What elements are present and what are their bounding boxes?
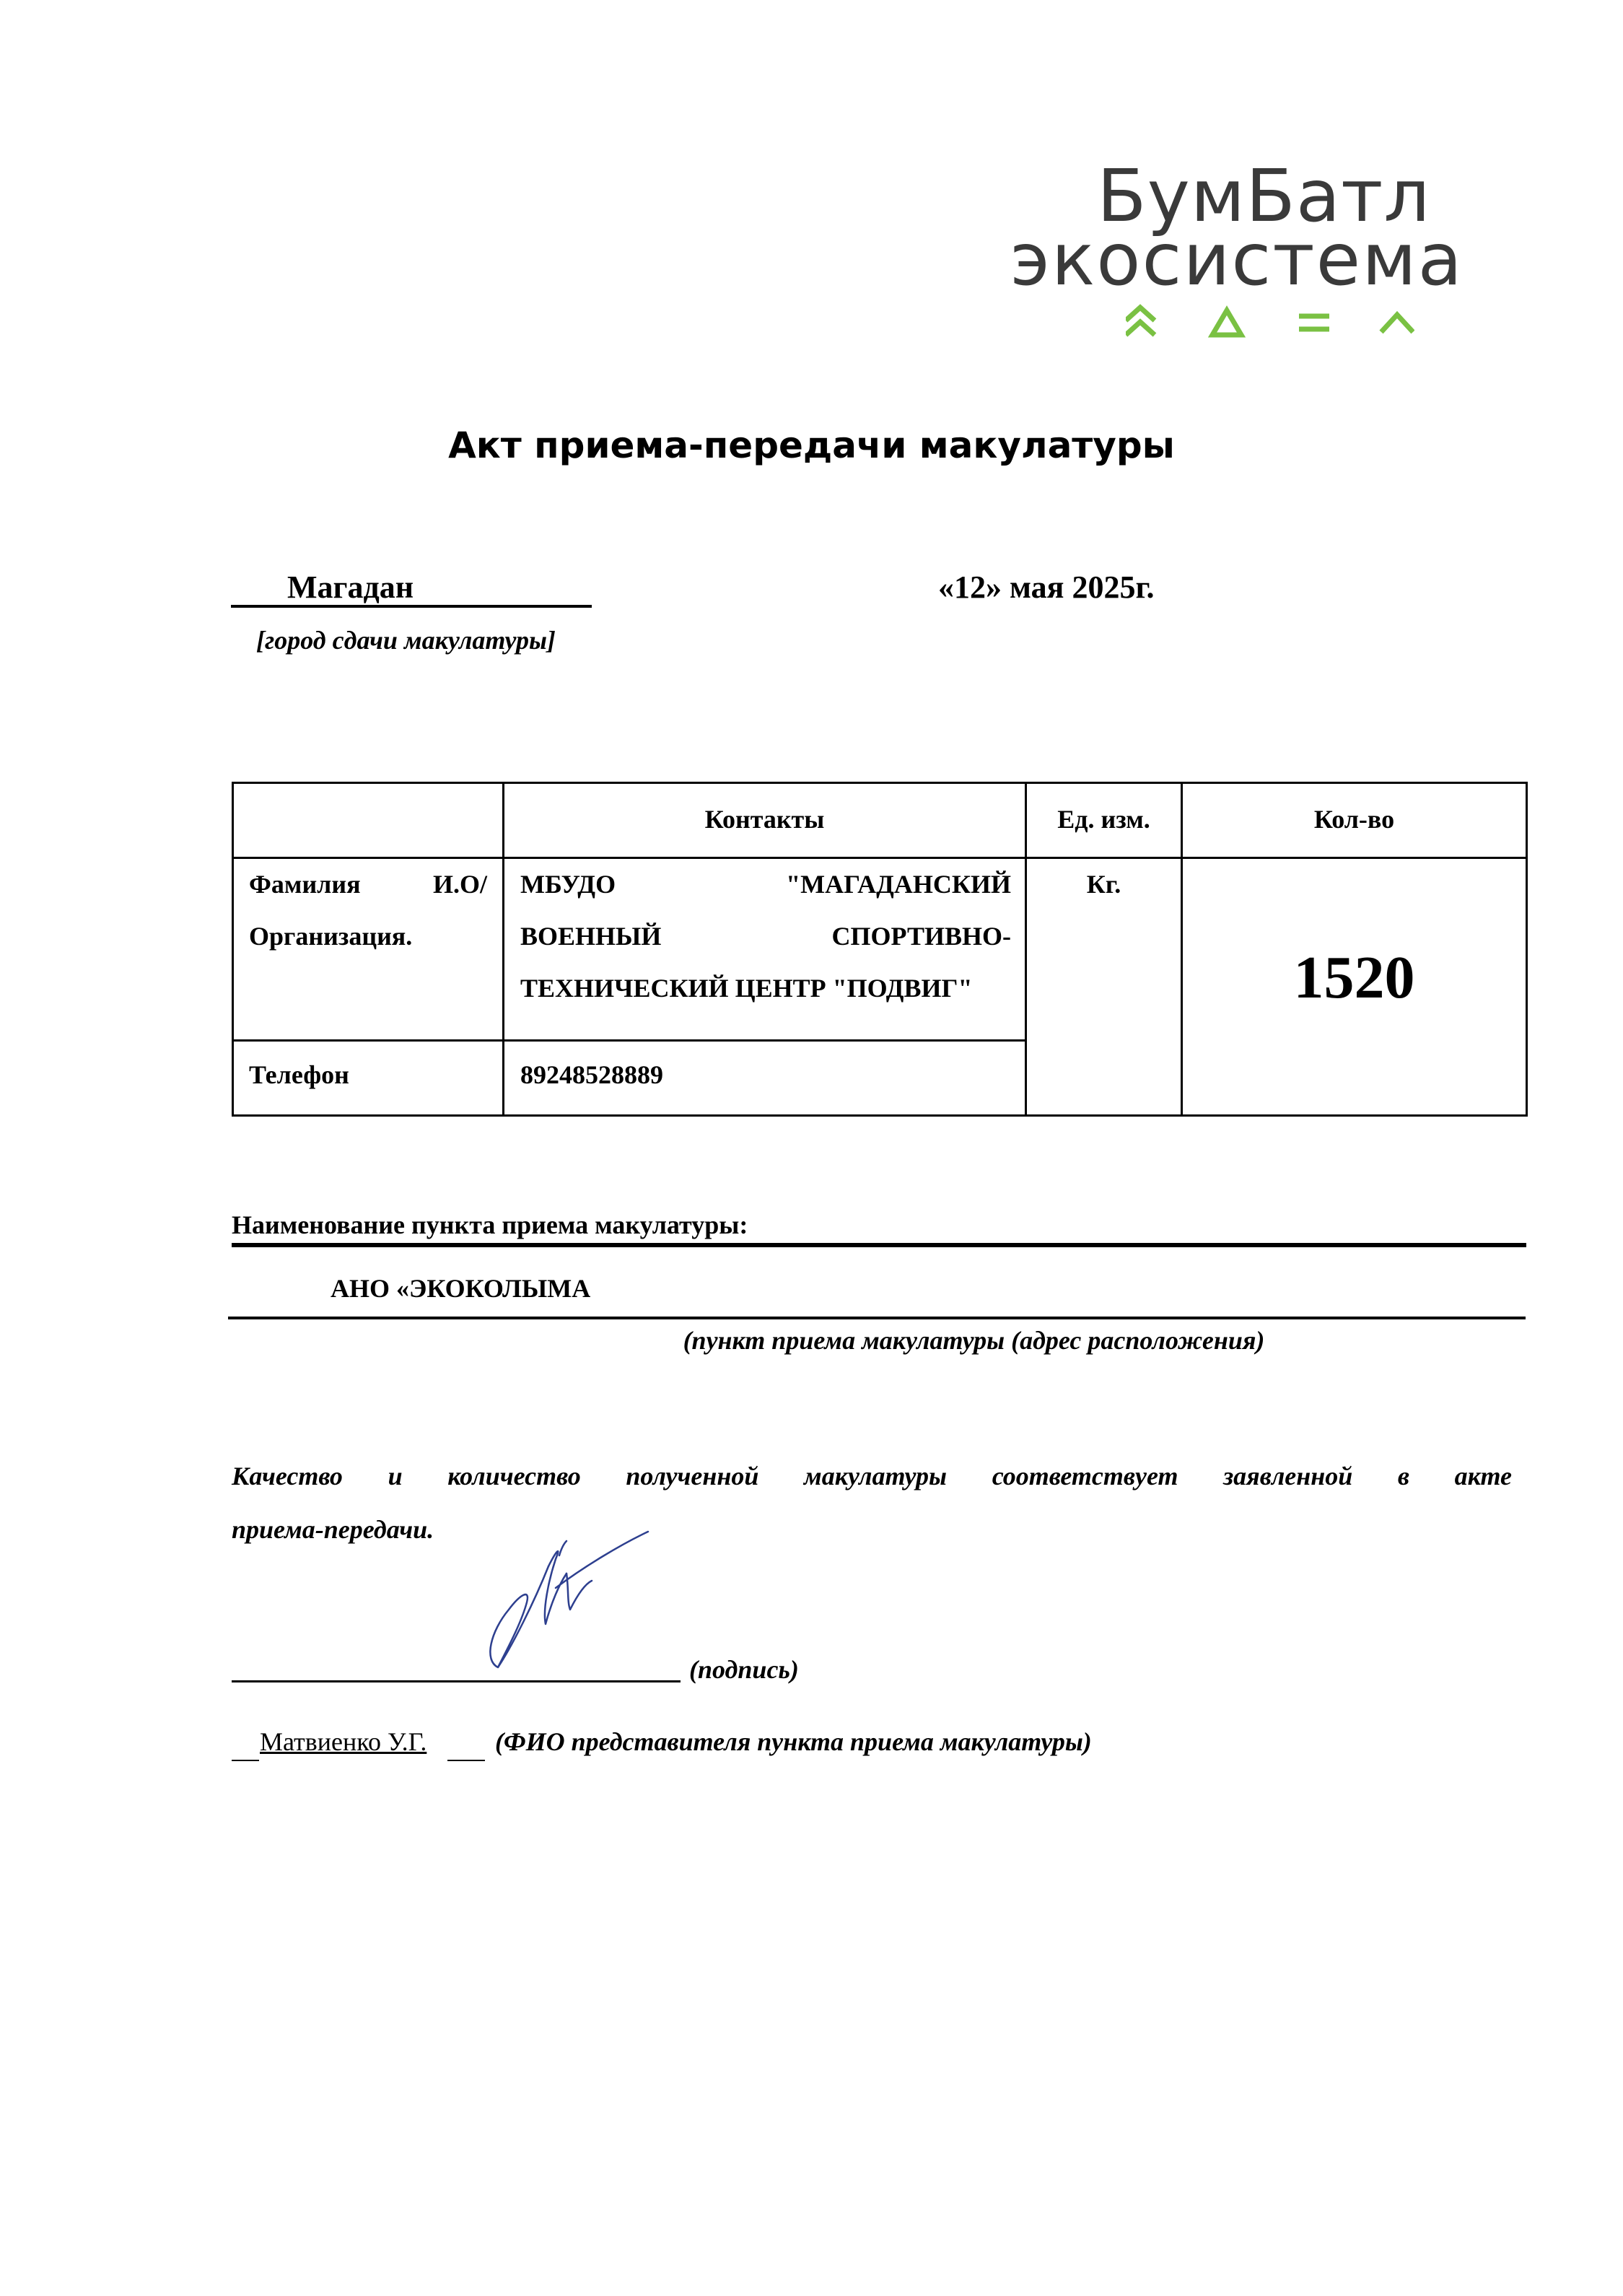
quality-word: макулатуры xyxy=(804,1462,948,1490)
reception-hint: (пункт приема макулатуры (адрес расположения) xyxy=(683,1326,1265,1355)
header-contacts: Контакты xyxy=(704,805,825,834)
quality-word: количество xyxy=(447,1462,581,1490)
city-underline xyxy=(231,605,592,608)
logo-title-line2: экосистема xyxy=(1010,217,1464,302)
contacts-table xyxy=(232,782,1528,1117)
quality-word: полученной xyxy=(626,1462,759,1490)
reception-label: Наименование пункта приема макулатуры: xyxy=(232,1210,748,1239)
double-chevron-up-icon xyxy=(1126,307,1155,335)
triangle-icon xyxy=(1212,310,1241,335)
representative-line-left xyxy=(232,1760,259,1761)
quality-statement xyxy=(232,1449,1512,1556)
header-unit: Ед. изм. xyxy=(1057,805,1150,834)
representative-name: Матвиенко У.Г. xyxy=(260,1727,427,1756)
reception-divider-bottom xyxy=(228,1317,1526,1319)
org-value: МБУДО "МАГАДАНСКИЙ ВОЕННЫЙ СПОРТИВНО- ТЕХНИЧЕСКИЙ ЦЕНТР "ПОДВИГ" xyxy=(520,870,1011,1003)
quality-word: Качество xyxy=(232,1462,343,1490)
quality-word: соответствует xyxy=(992,1462,1178,1490)
logo-symbols xyxy=(1126,303,1414,339)
phone-value: 89248528889 xyxy=(520,1060,663,1089)
document-title: Акт приема-передачи макулатуры xyxy=(448,424,1175,466)
logo-title-line1: БумБатл xyxy=(1097,154,1431,238)
city-hint: [город сдачи макулатуры] xyxy=(256,626,556,655)
header-qty: Кол-во xyxy=(1313,805,1395,834)
reception-divider-top xyxy=(232,1243,1526,1247)
reception-name: АНО «ЭКОКОЛЫМА xyxy=(331,1274,591,1303)
act-date: «12» мая 2025г. xyxy=(938,569,1155,605)
qty-value: 1520 xyxy=(1293,944,1415,1011)
unit-value: Кг. xyxy=(1086,870,1121,899)
org-label: Фамилия И.О/ Организация. xyxy=(249,870,487,951)
signature-hint: (подпись) xyxy=(689,1655,799,1684)
representative-line-right xyxy=(447,1760,485,1761)
city-value: Магадан xyxy=(287,569,414,605)
chevron-up-icon xyxy=(1381,315,1413,332)
quality-word: заявленной xyxy=(1223,1462,1353,1490)
signature-line xyxy=(232,1680,681,1682)
quality-line2: приема-передачи. xyxy=(232,1515,434,1544)
phone-label: Телефон xyxy=(249,1060,349,1089)
quality-word: и xyxy=(388,1462,403,1490)
handwritten-signature xyxy=(476,1516,649,1682)
equals-icon xyxy=(1299,316,1329,329)
quality-word: в xyxy=(1397,1462,1410,1490)
quality-word: акте xyxy=(1454,1462,1512,1490)
representative-hint: (ФИО представителя пункта приема макулатуры) xyxy=(495,1727,1092,1756)
